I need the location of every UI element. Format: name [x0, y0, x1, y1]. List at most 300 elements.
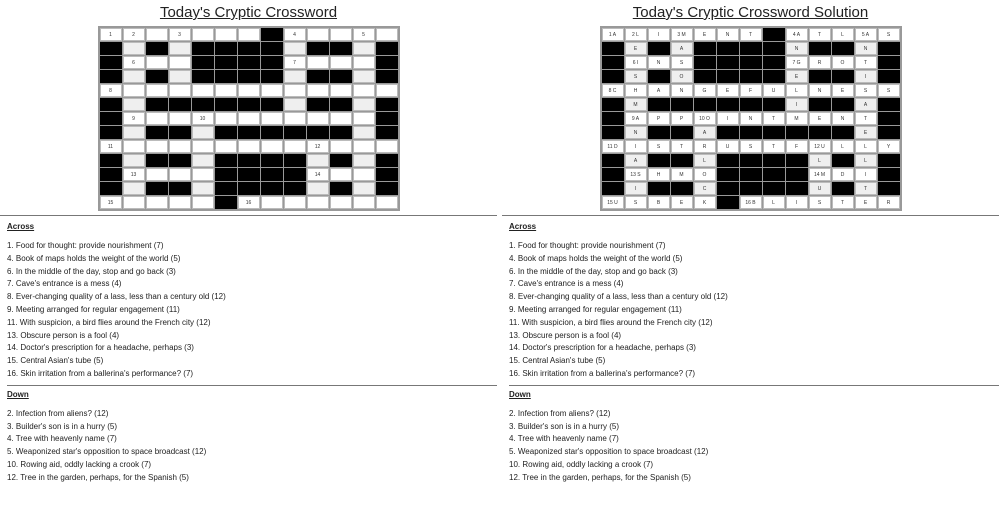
black-cell	[717, 168, 739, 181]
grid-cell[interactable]	[169, 112, 191, 125]
grid-cell[interactable]	[192, 196, 214, 209]
grid-cell[interactable]	[192, 84, 214, 97]
down-clue-list	[7, 408, 497, 485]
grid-cell[interactable]: S	[740, 140, 762, 153]
grid-cell[interactable]	[307, 182, 329, 195]
black-cell	[717, 98, 739, 111]
grid-cell[interactable]	[238, 28, 260, 41]
grid-cell[interactable]	[192, 182, 214, 195]
black-cell	[146, 154, 168, 167]
grid-cell[interactable]: S	[625, 196, 647, 209]
grid-cell[interactable]: A	[671, 42, 693, 55]
grid-cell[interactable]: I	[625, 140, 647, 153]
clues-section	[0, 222, 497, 485]
grid-row	[602, 168, 900, 181]
grid-cell[interactable]	[353, 112, 375, 125]
grid-cell[interactable]	[146, 168, 168, 181]
grid-cell[interactable]	[192, 154, 214, 167]
black-cell	[238, 168, 260, 181]
grid-cell[interactable]: S	[671, 56, 693, 69]
black-cell	[100, 112, 122, 125]
black-cell	[100, 56, 122, 69]
grid-cell[interactable]	[307, 28, 329, 41]
grid-cell[interactable]: I	[786, 98, 808, 111]
grid-cell[interactable]: 7	[284, 56, 306, 69]
grid-cell[interactable]	[284, 98, 306, 111]
grid-cell[interactable]	[353, 168, 375, 181]
black-cell	[169, 154, 191, 167]
grid-cell[interactable]: L	[786, 84, 808, 97]
grid-cell[interactable]	[376, 84, 398, 97]
grid-cell[interactable]: T	[763, 140, 785, 153]
grid-cell[interactable]: N	[809, 84, 831, 97]
black-cell	[717, 56, 739, 69]
clue-item: 6. In the middle of the day, stop and go back (3)	[7, 266, 176, 276]
grid-cell[interactable]: A	[694, 126, 716, 139]
grid-cell[interactable]: O	[671, 70, 693, 83]
grid-cell[interactable]: R	[694, 140, 716, 153]
grid-cell[interactable]	[261, 112, 283, 125]
grid-cell[interactable]	[330, 168, 352, 181]
grid-cell[interactable]	[307, 154, 329, 167]
black-cell	[648, 182, 670, 195]
grid-cell[interactable]: E	[671, 196, 693, 209]
clue-item: 7. Cave's entrance is a mess (4)	[509, 279, 624, 289]
grid-cell[interactable]	[353, 196, 375, 209]
black-cell	[238, 126, 260, 139]
grid-cell[interactable]: L	[855, 140, 877, 153]
across-clue-list	[509, 240, 999, 381]
grid-cell[interactable]: 5 A	[855, 28, 877, 41]
grid-cell[interactable]	[169, 42, 191, 55]
grid-cell[interactable]: O	[832, 56, 854, 69]
grid-row	[100, 112, 398, 125]
black-cell	[100, 154, 122, 167]
black-cell	[878, 126, 900, 139]
down-clues	[7, 390, 497, 485]
grid-cell[interactable]: 14	[307, 168, 329, 181]
black-cell	[832, 70, 854, 83]
grid-cell[interactable]	[284, 196, 306, 209]
grid-cell[interactable]	[123, 126, 145, 139]
grid-cell[interactable]	[146, 196, 168, 209]
clue-item: 7. Cave's entrance is a mess (4)	[7, 279, 122, 289]
grid-cell[interactable]: G	[694, 84, 716, 97]
grid-cell[interactable]	[353, 98, 375, 111]
grid-row	[602, 182, 900, 195]
grid-cell[interactable]	[146, 28, 168, 41]
black-cell	[786, 182, 808, 195]
grid-cell[interactable]: H	[625, 84, 647, 97]
grid-cell[interactable]: 11	[100, 140, 122, 153]
black-cell	[376, 112, 398, 125]
grid-cell[interactable]: E	[855, 126, 877, 139]
black-cell	[694, 42, 716, 55]
black-cell	[671, 154, 693, 167]
grid-row	[100, 28, 398, 41]
grid-cell[interactable]: O	[694, 168, 716, 181]
black-cell	[740, 56, 762, 69]
grid-cell[interactable]: L	[694, 154, 716, 167]
grid-cell[interactable]: T	[832, 196, 854, 209]
grid-cell[interactable]: 10	[192, 112, 214, 125]
black-cell	[694, 56, 716, 69]
clues-section	[502, 222, 999, 485]
grid-cell[interactable]	[353, 56, 375, 69]
grid-cell[interactable]	[146, 112, 168, 125]
grid-cell[interactable]: 13	[123, 168, 145, 181]
grid-cell[interactable]	[123, 70, 145, 83]
grid-cell[interactable]	[146, 140, 168, 153]
grid-cell[interactable]: N	[625, 126, 647, 139]
grid-cell[interactable]	[123, 182, 145, 195]
black-cell	[215, 154, 237, 167]
black-cell	[671, 98, 693, 111]
grid-cell[interactable]	[169, 70, 191, 83]
grid-cell[interactable]: I	[786, 196, 808, 209]
grid-cell[interactable]: R	[809, 56, 831, 69]
black-cell	[602, 98, 624, 111]
black-cell	[284, 126, 306, 139]
grid-cell[interactable]	[353, 182, 375, 195]
grid-cell[interactable]	[284, 112, 306, 125]
grid-cell[interactable]	[261, 196, 283, 209]
grid-cell[interactable]: I	[625, 182, 647, 195]
black-cell	[717, 70, 739, 83]
grid-cell[interactable]: U	[809, 182, 831, 195]
grid-cell[interactable]	[215, 140, 237, 153]
black-cell	[215, 70, 237, 83]
grid-row	[602, 28, 900, 41]
grid-cell[interactable]: 2	[123, 28, 145, 41]
grid-cell[interactable]: E	[786, 70, 808, 83]
black-cell	[832, 98, 854, 111]
grid-cell[interactable]	[192, 140, 214, 153]
black-cell	[330, 42, 352, 55]
grid-cell[interactable]	[215, 28, 237, 41]
grid-cell[interactable]: 7 G	[786, 56, 808, 69]
black-cell	[648, 70, 670, 83]
grid-cell[interactable]: D	[832, 168, 854, 181]
grid-cell[interactable]: 12	[307, 140, 329, 153]
grid-cell[interactable]	[330, 28, 352, 41]
black-cell	[261, 98, 283, 111]
grid-cell[interactable]: I	[717, 112, 739, 125]
grid-cell[interactable]: T	[809, 28, 831, 41]
grid-cell[interactable]: 3	[169, 28, 191, 41]
grid-cell[interactable]	[261, 140, 283, 153]
black-cell	[671, 182, 693, 195]
grid-cell[interactable]: S	[809, 196, 831, 209]
grid-cell[interactable]: T	[855, 182, 877, 195]
grid-cell[interactable]: F	[786, 140, 808, 153]
grid-cell[interactable]	[192, 126, 214, 139]
grid-cell[interactable]	[307, 84, 329, 97]
black-cell	[763, 70, 785, 83]
black-cell	[238, 56, 260, 69]
grid-cell[interactable]: K	[694, 196, 716, 209]
solution-panel	[502, 0, 999, 485]
clue-item: 2. Infection from aliens? (12)	[7, 408, 109, 418]
grid-cell[interactable]	[353, 42, 375, 55]
grid-cell[interactable]: A	[648, 84, 670, 97]
grid-cell[interactable]: E	[625, 42, 647, 55]
grid-cell[interactable]: N	[855, 42, 877, 55]
grid-cell[interactable]	[284, 84, 306, 97]
grid-cell[interactable]: L	[832, 28, 854, 41]
black-cell	[100, 98, 122, 111]
grid-cell[interactable]	[123, 140, 145, 153]
grid-cell[interactable]	[146, 84, 168, 97]
grid-cell[interactable]	[215, 84, 237, 97]
grid-cell[interactable]	[330, 84, 352, 97]
grid-cell[interactable]	[169, 56, 191, 69]
grid-cell[interactable]: 5	[353, 28, 375, 41]
grid-cell[interactable]: 4 A	[786, 28, 808, 41]
grid-cell[interactable]: T	[671, 140, 693, 153]
grid-cell[interactable]: T	[855, 112, 877, 125]
black-cell	[261, 42, 283, 55]
grid-cell[interactable]: S	[878, 28, 900, 41]
black-cell	[809, 70, 831, 83]
divider	[7, 385, 497, 386]
grid-cell[interactable]: N	[648, 56, 670, 69]
clue-item: 15. Central Asian's tube (5)	[509, 356, 606, 366]
grid-cell[interactable]: 1	[100, 28, 122, 41]
grid-cell[interactable]	[169, 168, 191, 181]
grid-cell[interactable]: S	[625, 70, 647, 83]
black-cell	[376, 154, 398, 167]
grid-cell[interactable]	[284, 140, 306, 153]
clue-item: 5. Weaponized star's opposition to space broadcast (12)	[7, 447, 207, 457]
grid-cell[interactable]: E	[832, 84, 854, 97]
clue-item: 6. In the middle of the day, stop and go back (3)	[509, 266, 678, 276]
grid-cell[interactable]: U	[763, 84, 785, 97]
black-cell	[215, 182, 237, 195]
grid-cell[interactable]: S	[648, 140, 670, 153]
grid-cell[interactable]	[284, 42, 306, 55]
grid-cell[interactable]: 4	[284, 28, 306, 41]
grid-row	[602, 84, 900, 97]
grid-cell[interactable]: 1 A	[602, 28, 624, 41]
grid-cell[interactable]: Y	[878, 140, 900, 153]
grid-cell[interactable]: U	[717, 140, 739, 153]
black-cell	[648, 126, 670, 139]
grid-cell[interactable]	[123, 154, 145, 167]
puzzle-panel	[0, 0, 497, 485]
grid-cell[interactable]	[123, 42, 145, 55]
grid-cell[interactable]	[353, 140, 375, 153]
grid-cell[interactable]: L	[809, 154, 831, 167]
black-cell	[376, 56, 398, 69]
grid-cell[interactable]	[353, 84, 375, 97]
grid-cell[interactable]	[123, 98, 145, 111]
grid-cell[interactable]: I	[648, 28, 670, 41]
grid-cell[interactable]: L	[763, 196, 785, 209]
grid-cell[interactable]: P	[648, 112, 670, 125]
grid-cell[interactable]	[376, 28, 398, 41]
grid-cell[interactable]: T	[740, 28, 762, 41]
grid-cell[interactable]	[238, 84, 260, 97]
grid-cell[interactable]: I	[855, 70, 877, 83]
grid-cell[interactable]	[376, 196, 398, 209]
grid-cell[interactable]: R	[878, 196, 900, 209]
grid-cell[interactable]: 15 U	[602, 196, 624, 209]
black-cell	[376, 70, 398, 83]
grid-cell[interactable]: A	[625, 154, 647, 167]
grid-cell[interactable]: N	[740, 112, 762, 125]
puzzle-grid-wrap	[0, 26, 497, 211]
clue-item: 3. Builder's son is in a hurry (5)	[509, 421, 620, 431]
grid-cell[interactable]	[330, 56, 352, 69]
black-cell	[602, 112, 624, 125]
black-cell	[717, 196, 739, 209]
grid-cell[interactable]: M	[671, 168, 693, 181]
grid-cell[interactable]: 13 S	[625, 168, 647, 181]
black-cell	[192, 98, 214, 111]
clue-item: 9. Meeting arranged for regular engagement (11)	[509, 304, 682, 314]
grid-cell[interactable]: E	[717, 84, 739, 97]
grid-cell[interactable]: L	[855, 154, 877, 167]
grid-cell[interactable]: F	[740, 84, 762, 97]
black-cell	[215, 126, 237, 139]
black-cell	[261, 168, 283, 181]
grid-cell[interactable]: 16 B	[740, 196, 762, 209]
black-cell	[786, 154, 808, 167]
clue-item: 1. Food for thought: provide nourishment (7)	[509, 241, 666, 250]
grid-cell[interactable]: S	[855, 84, 877, 97]
grid-cell[interactable]: 16	[238, 196, 260, 209]
grid-cell[interactable]: E	[855, 196, 877, 209]
grid-cell[interactable]	[307, 56, 329, 69]
down-clue-list	[509, 408, 999, 485]
grid-cell[interactable]	[353, 126, 375, 139]
grid-cell[interactable]: 9	[123, 112, 145, 125]
grid-cell[interactable]	[238, 140, 260, 153]
grid-cell[interactable]: 9 A	[625, 112, 647, 125]
grid-cell[interactable]: I	[855, 168, 877, 181]
clue-item: 9. Meeting arranged for regular engagement (11)	[7, 304, 180, 314]
grid-cell[interactable]: 2 L	[625, 28, 647, 41]
grid-row	[100, 168, 398, 181]
black-cell	[878, 70, 900, 83]
grid-cell[interactable]	[284, 70, 306, 83]
grid-cell[interactable]: 11 D	[602, 140, 624, 153]
grid-cell[interactable]	[215, 112, 237, 125]
grid-cell[interactable]	[376, 140, 398, 153]
grid-cell[interactable]: T	[763, 112, 785, 125]
grid-cell[interactable]	[123, 84, 145, 97]
grid-row	[100, 84, 398, 97]
grid-cell[interactable]: S	[878, 84, 900, 97]
grid-cell[interactable]	[238, 112, 260, 125]
grid-cell[interactable]	[261, 84, 283, 97]
black-cell	[215, 168, 237, 181]
black-cell	[763, 168, 785, 181]
grid-cell[interactable]	[123, 196, 145, 209]
grid-cell[interactable]: 3 M	[671, 28, 693, 41]
grid-cell[interactable]: A	[855, 98, 877, 111]
clue-item: 8. Ever-changing quality of a lass, less than a century old (12)	[509, 292, 728, 302]
black-cell	[763, 98, 785, 111]
grid-cell[interactable]	[353, 154, 375, 167]
grid-cell[interactable]: N	[786, 42, 808, 55]
black-cell	[602, 56, 624, 69]
black-cell	[763, 42, 785, 55]
black-cell	[809, 98, 831, 111]
grid-cell[interactable]	[330, 196, 352, 209]
grid-cell[interactable]: T	[855, 56, 877, 69]
clue-item: 11. With suspicion, a bird flies around the French city (12)	[509, 317, 713, 327]
grid-row	[602, 196, 900, 209]
grid-cell[interactable]: B	[648, 196, 670, 209]
black-cell	[763, 56, 785, 69]
grid-cell[interactable]: 8	[100, 84, 122, 97]
grid-cell[interactable]: 6 I	[625, 56, 647, 69]
grid-cell[interactable]: C	[694, 182, 716, 195]
grid-cell[interactable]: M	[786, 112, 808, 125]
black-cell	[238, 154, 260, 167]
black-cell	[832, 126, 854, 139]
down-heading: Down	[509, 389, 531, 399]
grid-cell[interactable]: 12 U	[809, 140, 831, 153]
grid-cell[interactable]: E	[809, 112, 831, 125]
black-cell	[809, 42, 831, 55]
grid-cell[interactable]	[307, 112, 329, 125]
grid-cell[interactable]	[146, 56, 168, 69]
grid-cell[interactable]: L	[832, 140, 854, 153]
black-cell	[238, 70, 260, 83]
grid-cell[interactable]	[307, 196, 329, 209]
grid-cell[interactable]: 15	[100, 196, 122, 209]
grid-cell[interactable]	[169, 196, 191, 209]
grid-row	[100, 70, 398, 83]
grid-cell[interactable]: N	[717, 28, 739, 41]
black-cell	[146, 70, 168, 83]
grid-cell[interactable]: H	[648, 168, 670, 181]
black-cell	[694, 70, 716, 83]
grid-cell[interactable]	[169, 140, 191, 153]
black-cell	[307, 98, 329, 111]
black-cell	[740, 168, 762, 181]
black-cell	[832, 154, 854, 167]
grid-cell[interactable]: P	[671, 112, 693, 125]
solution-title: Today's Cryptic Crossword Solution	[632, 4, 869, 21]
black-cell	[602, 168, 624, 181]
grid-cell[interactable]	[330, 112, 352, 125]
grid-cell[interactable]: M	[625, 98, 647, 111]
clue-item: 15. Central Asian's tube (5)	[7, 356, 104, 366]
clue-item: 8. Ever-changing quality of a lass, less than a century old (12)	[7, 292, 226, 302]
grid-cell[interactable]: 8 C	[602, 84, 624, 97]
grid-cell[interactable]	[330, 140, 352, 153]
black-cell	[878, 56, 900, 69]
grid-cell[interactable]	[192, 168, 214, 181]
across-heading: Across	[7, 222, 35, 231]
grid-cell[interactable]	[353, 70, 375, 83]
grid-cell[interactable]	[169, 84, 191, 97]
grid-cell[interactable]: 10 O	[694, 112, 716, 125]
grid-cell[interactable]	[192, 28, 214, 41]
grid-cell[interactable]: 6	[123, 56, 145, 69]
grid-cell[interactable]: E	[694, 28, 716, 41]
grid-cell[interactable]: 14 M	[809, 168, 831, 181]
grid-cell[interactable]: N	[671, 84, 693, 97]
clue-item: 13. Obscure person is a fool (4)	[7, 330, 120, 340]
grid-row	[602, 70, 900, 83]
across-clues	[509, 222, 999, 381]
grid-cell[interactable]: N	[832, 112, 854, 125]
